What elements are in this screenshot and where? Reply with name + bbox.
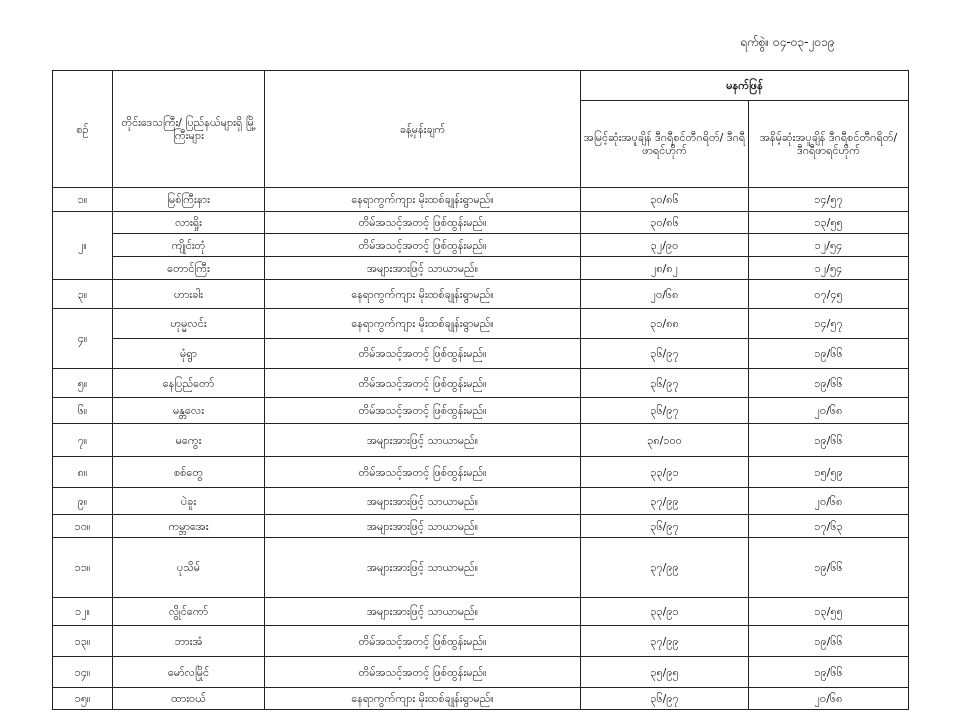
row-no: ၁။ [53, 188, 113, 212]
min-temp: ၁၄/၅၇ [749, 188, 909, 212]
city-name: ဘားအံ [113, 626, 265, 657]
city-name: ပဲခူး [113, 488, 265, 515]
row-no: ၁၅။ [53, 688, 113, 710]
min-temp: ၁၇/၆၃ [749, 515, 909, 538]
header-max-temp: အမြင့်ဆုံးအပူချိန် ဒီဂရီစင်တီဂရိတ်/ ဒီဂရီဖာရင်ဟိုက် [581, 101, 749, 188]
forecast-text: တိမ်အသင့်အတင့် ဖြစ်ထွန်းမည်။ [265, 212, 581, 234]
min-temp: ၁၉/၆၆ [749, 538, 909, 598]
forecast-text: အများအားဖြင့် သာယာမည်။ [265, 515, 581, 538]
row-no: ၃။ [53, 280, 113, 309]
header-forecast: ခန့်မှန်းချက် [265, 71, 581, 188]
city-name: ဟုမ္မလင်း [113, 309, 265, 339]
forecast-text: အများအားဖြင့် သာယာမည်။ [265, 598, 581, 626]
max-temp: ၃၆/၉၇ [581, 398, 749, 424]
row-no: ၇။ [53, 424, 113, 457]
forecast-text: တိမ်အသင့်အတင့် ဖြစ်ထွန်းမည်။ [265, 339, 581, 369]
min-temp: ၁၄/၅၇ [749, 309, 909, 339]
min-temp: ၀၇/၄၅ [749, 280, 909, 309]
min-temp: ၁၃/၅၅ [749, 212, 909, 234]
forecast-text: နေရာကွက်ကျား မိုးထစ်ချုန်းရွာမည်။ [265, 188, 581, 212]
forecast-text: တိမ်အသင့်အတင့် ဖြစ်ထွန်းမည်။ [265, 234, 581, 257]
max-temp: ၃၆/၉၇ [581, 515, 749, 538]
city-name: မုံရွာ [113, 339, 265, 369]
max-temp: ၂၈/၈၂ [581, 257, 749, 280]
row-no: ၄။ [53, 309, 113, 369]
table-row [53, 626, 909, 657]
max-temp: ၃၇/၉၉ [581, 488, 749, 515]
table-row [53, 212, 909, 234]
city-name: နေပြည်တော် [113, 369, 265, 398]
table-row [53, 280, 909, 309]
header-no: စဉ် [53, 71, 113, 188]
max-temp: ၃၁/၈၈ [581, 309, 749, 339]
min-temp: ၁၉/၆၆ [749, 626, 909, 657]
row-no: ၉။ [53, 488, 113, 515]
forecast-text: တိမ်အသင့်အတင့် ဖြစ်ထွန်းမည်။ [265, 626, 581, 657]
city-name: မန္တလေး [113, 398, 265, 424]
city-name: မြစ်ကြီးနား [113, 188, 265, 212]
table-row [53, 188, 909, 212]
max-temp: ၃၂/၉၀ [581, 234, 749, 257]
min-temp: ၁၅/၅၉ [749, 457, 909, 488]
min-temp: ၁၉/၆၆ [749, 657, 909, 688]
table-row [53, 339, 909, 369]
city-name: ဟားခါး [113, 280, 265, 309]
forecast-text: တိမ်အသင့်အတင့် ဖြစ်ထွန်းမည်။ [265, 398, 581, 424]
table-row [53, 369, 909, 398]
table-row [53, 424, 909, 457]
max-temp: ၃၆/၉၇ [581, 369, 749, 398]
row-no: ၅။ [53, 369, 113, 398]
forecast-text: အများအားဖြင့် သာယာမည်။ [265, 257, 581, 280]
max-temp: ၃၈/၁၀၀ [581, 424, 749, 457]
header-min-temp: အနိမ့်ဆုံးအပူချိန် ဒီဂရီစင်တီဂရိတ်/ ဒီဂရီဖာရင်ဟိုက် [749, 101, 909, 188]
city-name: တောင်ကြီး [113, 257, 265, 280]
max-temp: ၂၀/၆၈ [581, 280, 749, 309]
table-row [53, 598, 909, 626]
min-temp: ၁၉/၆၆ [749, 369, 909, 398]
min-temp: ၁၂/၅၄ [749, 257, 909, 280]
city-name: လွိုင်ကော် [113, 598, 265, 626]
forecast-table [52, 70, 909, 710]
city-name: ကမ္ဘာအေး [113, 515, 265, 538]
city-name: လားရှိုး [113, 212, 265, 234]
city-name: ကျိုင်းတုံ [113, 234, 265, 257]
city-name: မကွေး [113, 424, 265, 457]
row-no: ၈။ [53, 457, 113, 488]
row-no: ၁၂။ [53, 598, 113, 626]
header-region: တိုင်းဒေသကြီး/ ပြည်နယ်များရှိ မြို့ကြီးများ [113, 71, 265, 188]
row-no: ၁၄။ [53, 657, 113, 688]
min-temp: ၂၀/၆၈ [749, 688, 909, 710]
min-temp: ၂၀/၆၈ [749, 488, 909, 515]
forecast-text: တိမ်အသင့်အတင့် ဖြစ်ထွန်းမည်။ [265, 657, 581, 688]
forecast-text: တိမ်အသင့်အတင့် ဖြစ်ထွန်းမည်။ [265, 457, 581, 488]
forecast-text: အများအားဖြင့် သာယာမည်။ [265, 538, 581, 598]
row-no: ၁၁။ [53, 538, 113, 598]
row-no: ၆။ [53, 398, 113, 424]
table-row [53, 688, 909, 710]
max-temp: ၃၀/၈၆ [581, 188, 749, 212]
max-temp: ၃၃/၉၁ [581, 598, 749, 626]
city-name: စစ်တွေ [113, 457, 265, 488]
forecast-text: နေရာကွက်ကျား မိုးထစ်ချုန်းရွာမည်။ [265, 688, 581, 710]
table-row [53, 515, 909, 538]
forecast-text: နေရာကွက်ကျား မိုးထစ်ချုန်းရွာမည်။ [265, 280, 581, 309]
min-temp: ၂၀/၆၈ [749, 398, 909, 424]
table-row [53, 398, 909, 424]
city-name: ပုသိမ် [113, 538, 265, 598]
max-temp: ၃၇/၉၉ [581, 538, 749, 598]
table-row [53, 538, 909, 598]
forecast-text: နေရာကွက်ကျား မိုးထစ်ချုန်းရွာမည်။ [265, 309, 581, 339]
min-temp: ၁၉/၆၆ [749, 424, 909, 457]
row-no: ၁၀။ [53, 515, 113, 538]
row-no: ၁၃။ [53, 626, 113, 657]
table-row [53, 657, 909, 688]
max-temp: ၃၅/၉၅ [581, 657, 749, 688]
city-name: မော်လမြိုင် [113, 657, 265, 688]
max-temp: ၃၆/၉၇ [581, 339, 749, 369]
report-date: ရက်စွဲ။ ၀၄-၀၃-၂၀၁၉ [740, 35, 835, 49]
table-row [53, 309, 909, 339]
table-row [53, 488, 909, 515]
forecast-text: တိမ်အသင့်အတင့် ဖြစ်ထွန်းမည်။ [265, 369, 581, 398]
min-temp: ၁၃/၅၅ [749, 598, 909, 626]
max-temp: ၃၃/၉၁ [581, 457, 749, 488]
min-temp: ၁၉/၆၆ [749, 339, 909, 369]
forecast-text: အများအားဖြင့် သာယာမည်။ [265, 488, 581, 515]
header-temperature: မနက်ဖြန် [581, 71, 909, 101]
max-temp: ၃၀/၈၆ [581, 212, 749, 234]
min-temp: ၁၂/၅၄ [749, 234, 909, 257]
max-temp: ၃၇/၉၉ [581, 626, 749, 657]
table-row [53, 457, 909, 488]
table-row [53, 257, 909, 280]
forecast-text: အများအားဖြင့် သာယာမည်။ [265, 424, 581, 457]
max-temp: ၃၆/၉၇ [581, 688, 749, 710]
table-row [53, 234, 909, 257]
city-name: ထားဝယ် [113, 688, 265, 710]
row-no: ၂။ [53, 212, 113, 280]
